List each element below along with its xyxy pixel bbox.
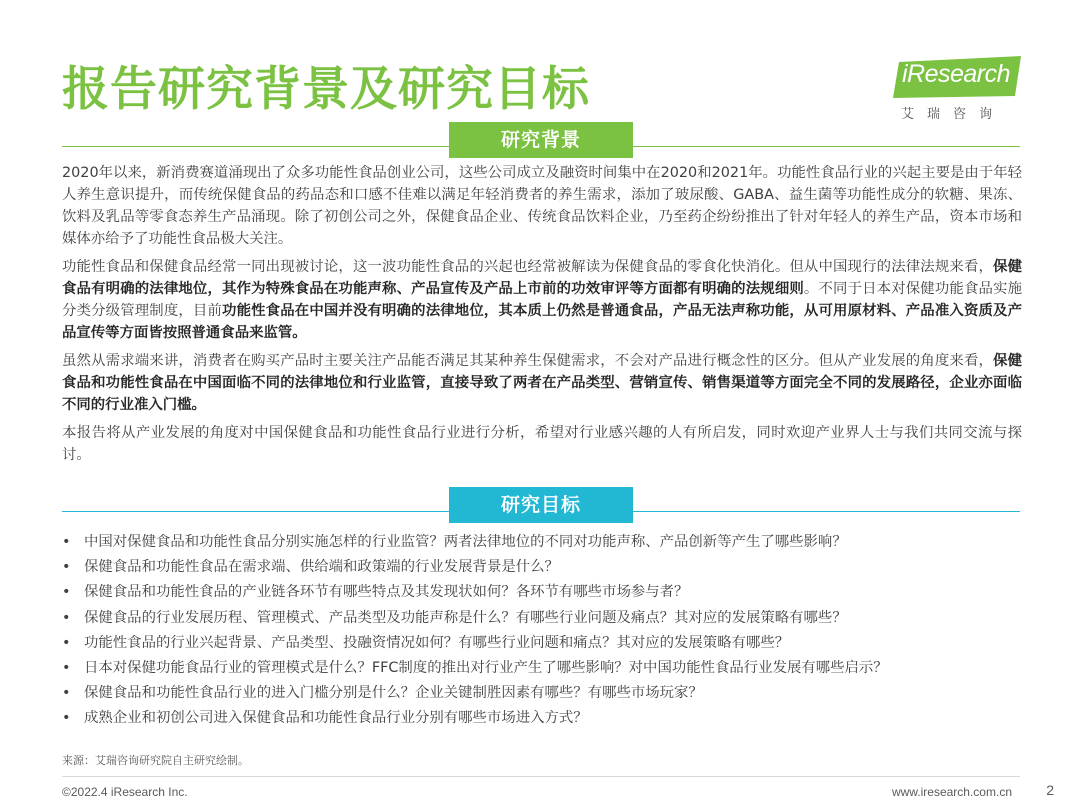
emphasized-text: 保健食品有明确的法律地位，其作为特殊食品在功能声称、产品宣传及产品上市前的功效审评等方面都有明确的法规细则 <box>62 259 1022 297</box>
bullet-icon: • <box>62 710 71 727</box>
logo-subtitle: 艾瑞咨询 <box>901 107 1006 122</box>
goal-text: 功能性食品的行业兴起背景、产品类型、投融资情况如何？有哪些行业问题和痛点？其对应的发展策略有哪些？ <box>84 634 790 651</box>
section-label-background: 研究背景 <box>449 122 633 158</box>
copyright-text: ©2022.4 iResearch Inc. <box>62 785 188 799</box>
paragraph-text: 本报告将从产业发展的角度对中国保健食品和功能性食品行业进行分析，希望对行业感兴趣的人有所启发，同时欢迎产业界人士与我们共同交流与探讨。 <box>62 425 1022 463</box>
bullet-icon: • <box>62 559 71 576</box>
goal-text: 成熟企业和初创公司进入保健食品和功能性食品行业分别有哪些市场进入方式？ <box>84 710 588 727</box>
goal-item <box>62 580 1022 605</box>
background-paragraph <box>62 256 1022 344</box>
paragraph-text: 功能性食品和保健食品经常一同出现被讨论，这一波功能性食品的兴起也经常被解读为保健食品的零食化快消化。但从中国现行的法律法规来看， <box>62 259 994 275</box>
paragraph-text: 2020年以来，新消费赛道涌现出了众多功能性食品创业公司，这些公司成立及融资时间集中在2020和2021年。功能性食品行业的兴起主要是由于年轻人养生意识提升，而传统保健食品的药品态和口感不佳难以满足年轻消费者的养生需求，添加了玻尿酸、GABA、益生菌等功能性成分的软糖、果冻、饮料及乳品等零食态养生产品涌现。除了初创公司之外，保健食品企业、传统食品饮料企业，乃至药企纷纷推出了针对年轻人的养生产品，资本市场和媒体亦给予了功能性食品极大关注。 <box>62 165 1022 247</box>
background-paragraph <box>62 422 1022 466</box>
page-number: 2 <box>1046 782 1054 798</box>
source-note: 来源：艾瑞咨询研究院自主研究绘制。 <box>62 754 249 767</box>
goal-text: 日本对保健功能食品行业的管理模式是什么？FFC制度的推出对行业产生了哪些影响？对中国功能性食品行业发展有哪些启示？ <box>84 659 888 676</box>
emphasized-text: 保健食品和功能性食品在中国面临不同的法律地位和行业监管，直接导致了两者在产品类型、营销宣传、销售渠道等方面完全不同的发展路径，企业亦面临不同的行业准入门槛。 <box>62 353 1022 413</box>
background-paragraph <box>62 350 1022 416</box>
section-header-background <box>62 122 1020 158</box>
logo-wordmark: iResearch <box>901 60 1011 88</box>
goal-item <box>62 656 1022 681</box>
goal-item <box>62 606 1022 631</box>
goal-item <box>62 681 1022 706</box>
background-paragraph <box>62 162 1022 250</box>
bullet-icon: • <box>62 534 71 550</box>
bullet-icon: • <box>62 609 71 626</box>
emphasized-text: 功能性食品在中国并没有明确的法律地位，其本质上仍然是普通食品，产品无法声称功能，从可用原材料、产品准入资质及产品宣传等方面皆按照普通食品来监管。 <box>62 303 1022 341</box>
website-link[interactable]: www.iresearch.com.cn <box>891 785 1012 799</box>
goal-item <box>62 631 1022 656</box>
paragraph-text: 。不同于日本对保健功能食品实施分类分级管理制度，目前 <box>62 281 1022 319</box>
goal-item <box>62 530 1022 555</box>
research-goals-list <box>62 530 1022 732</box>
background-paragraphs <box>62 162 1022 472</box>
bullet-icon: • <box>62 685 71 702</box>
goal-item <box>62 555 1022 580</box>
footer-divider <box>62 776 1020 777</box>
goal-text: 保健食品的行业发展历程、管理模式、产品类型及功能声称是什么？有哪些行业问题及痛点？其对应的发展策略有哪些？ <box>84 609 847 626</box>
section-header-goals <box>62 487 1020 523</box>
goal-text: 中国对保健食品和功能性食品分别实施怎样的行业监管？两者法律地位的不同对功能声称、产品创新等产生了哪些影响？ <box>84 534 847 550</box>
goal-item <box>62 706 1022 731</box>
goal-text: 保健食品和功能性食品在需求端、供给端和政策端的行业发展背景是什么？ <box>84 559 559 576</box>
bullet-icon: • <box>62 634 71 651</box>
bullet-icon: • <box>62 584 71 601</box>
bullet-icon: • <box>62 659 71 676</box>
section-label-goals: 研究目标 <box>449 487 633 523</box>
iresearch-logo <box>893 56 1033 126</box>
goal-text: 保健食品和功能性食品行业的进入门槛分别是什么？企业关键制胜因素有哪些？有哪些市场玩家？ <box>84 685 703 702</box>
page-title: 报告研究背景及研究目标 <box>62 62 590 117</box>
paragraph-text: 虽然从需求端来讲，消费者在购买产品时主要关注产品能否满足其某种养生保健需求，不会对产品进行概念性的区分。但从产业发展的角度来看， <box>62 353 994 369</box>
goal-text: 保健食品和功能性食品的产业链各环节有哪些特点及其发现状如何？各环节有哪些市场参与者？ <box>84 584 689 601</box>
